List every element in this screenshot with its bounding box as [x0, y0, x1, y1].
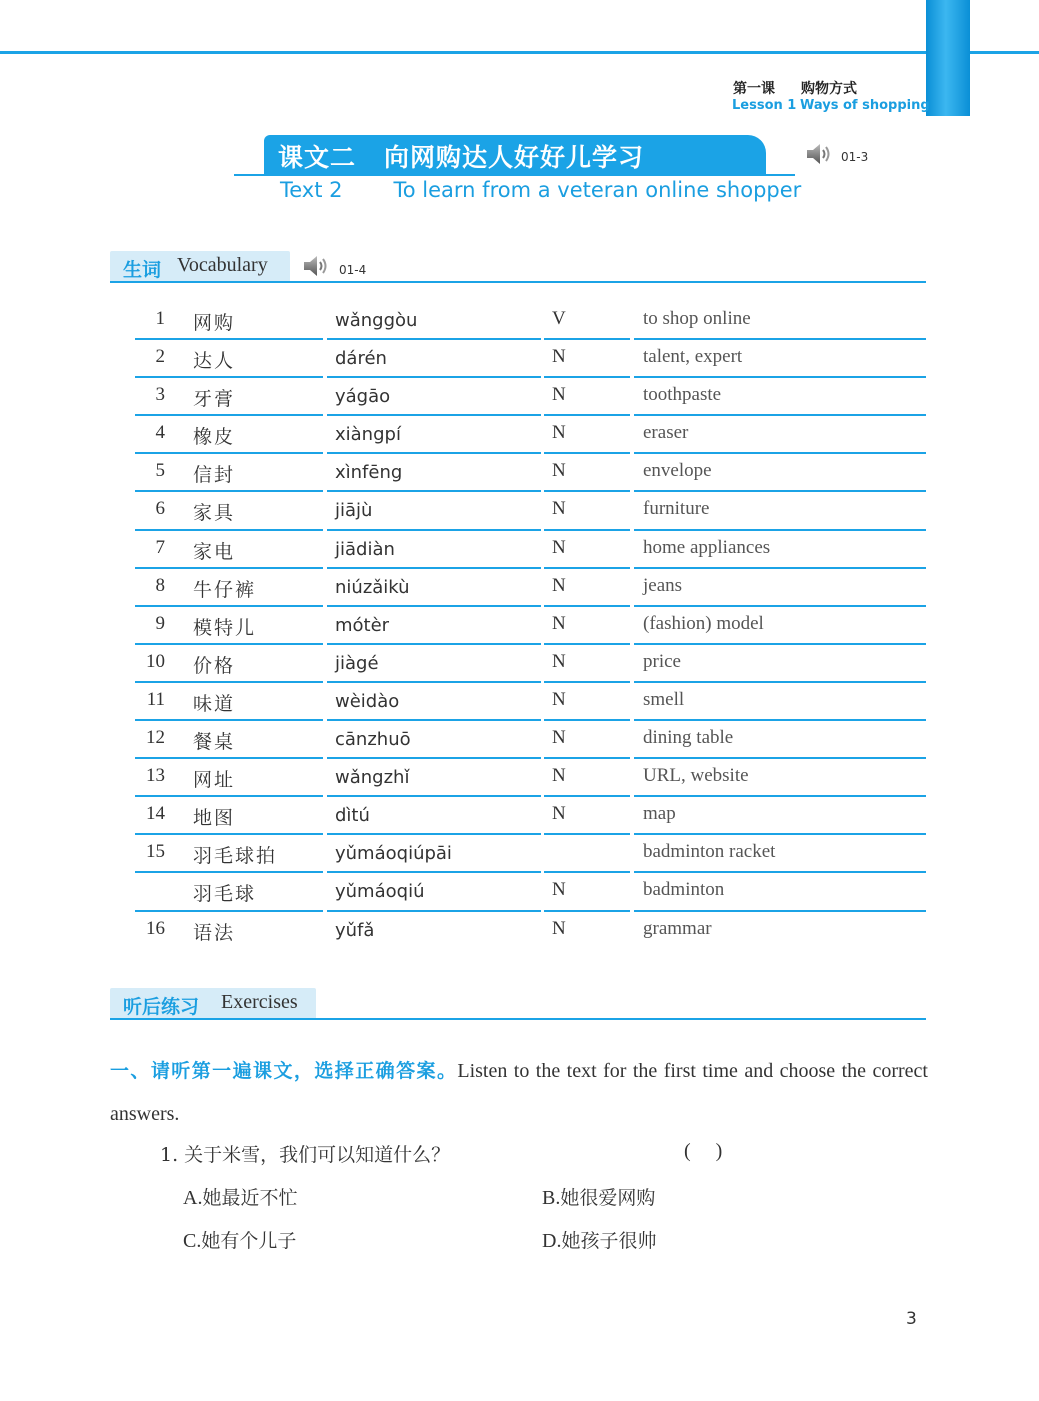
vocabulary-row	[135, 797, 926, 835]
vocab-word: 地图	[193, 807, 236, 830]
vocabulary-row	[135, 759, 926, 797]
vocab-pinyin: jiàgé	[335, 652, 379, 674]
vocab-meaning: eraser	[643, 422, 689, 444]
vocab-word: 语法	[193, 921, 236, 944]
text-label-cn: 课文二	[278, 143, 357, 172]
vocabulary-row	[135, 607, 926, 645]
exercise-instruction	[110, 1050, 928, 1136]
vocab-meaning: URL, website	[643, 765, 749, 787]
vocab-pinyin: yágāo	[335, 386, 391, 408]
vocab-word: 信封	[193, 464, 236, 487]
vocab-pinyin: yǔmáoqiú	[335, 881, 425, 903]
vocab-part-of-speech: N	[552, 536, 566, 558]
vocab-number: 13	[146, 765, 165, 787]
vocab-number: 15	[146, 841, 165, 863]
vocab-part-of-speech: N	[552, 917, 566, 939]
vocabulary-row	[135, 645, 926, 683]
option-text: 她孩子很帅	[561, 1230, 657, 1252]
vocab-part-of-speech: N	[552, 879, 566, 901]
vocab-meaning: to shop online	[643, 308, 751, 329]
text-title-en	[280, 178, 801, 202]
vocab-meaning: furniture	[643, 498, 710, 520]
vocab-word: 家具	[193, 502, 236, 525]
vocabulary-rule	[110, 281, 926, 283]
vocab-word: 羽毛球	[193, 883, 257, 906]
option-text: 她很爱网购	[560, 1187, 656, 1209]
vocab-word: 达人	[193, 350, 236, 373]
vocab-part-of-speech: N	[552, 765, 566, 787]
instruction-cn: 一、请听第一遍课文，选择正确答案。	[110, 1060, 458, 1082]
vocab-number: 2	[155, 346, 165, 368]
vocabulary-row	[135, 721, 926, 759]
vocab-meaning: envelope	[643, 460, 712, 482]
vocabulary-row	[135, 569, 926, 607]
vocab-meaning: dining table	[643, 727, 734, 749]
vocab-part-of-speech: N	[552, 460, 566, 482]
vocabulary-heading-en: Vocabulary	[177, 254, 268, 276]
vocab-pinyin: cānzhuō	[335, 729, 411, 751]
vocab-word: 牙膏	[193, 388, 236, 411]
vocab-number: 5	[155, 460, 165, 482]
exercises-heading-en: Exercises	[221, 991, 298, 1013]
option-text: 她最近不忙	[202, 1187, 298, 1209]
option-label: C.	[183, 1230, 202, 1252]
vocab-meaning: jeans	[643, 574, 683, 596]
vocab-meaning: talent, expert	[643, 346, 743, 368]
vocab-pinyin: wèidào	[335, 690, 400, 712]
vocab-meaning: badminton	[643, 879, 725, 901]
vocab-part-of-speech: N	[552, 346, 566, 368]
lesson-topic-cn: 购物方式	[801, 81, 857, 97]
vocab-word: 模特儿	[193, 616, 257, 639]
text-label-en: Text 2	[280, 178, 343, 202]
vocab-part-of-speech: N	[552, 498, 566, 520]
exercises-rule	[110, 1018, 926, 1020]
text-name-cn: 向网购达人好好儿学习	[384, 143, 645, 172]
vocab-pinyin: mótèr	[335, 614, 390, 636]
vocab-part-of-speech: N	[552, 384, 566, 406]
vocab-pinyin: yǔmáoqiúpāi	[335, 843, 452, 865]
vocab-meaning: badminton racket	[643, 841, 776, 863]
vocab-pinyin: xiàngpí	[335, 424, 401, 446]
vocab-word: 味道	[193, 692, 236, 715]
vocab-meaning: price	[643, 650, 681, 672]
vocab-number: 11	[146, 688, 165, 710]
vocab-word: 牛仔裤	[193, 578, 257, 601]
vocab-pinyin: jiādiàn	[335, 538, 395, 560]
vocab-part-of-speech: N	[552, 803, 566, 825]
vocabulary-heading-cn: 生词	[123, 259, 162, 281]
title-underline	[234, 174, 795, 176]
vocab-word: 价格	[193, 654, 236, 677]
vocab-number: 1	[155, 308, 165, 329]
vocabulary-table	[135, 302, 926, 950]
audio-track-code: 01-4	[339, 263, 367, 277]
vocab-word: 网址	[193, 769, 236, 792]
exercises-heading-cn: 听后练习	[123, 996, 200, 1018]
vocab-part-of-speech: N	[552, 727, 566, 749]
vocab-number: 4	[155, 422, 165, 444]
lesson-topic-en: Ways of shopping	[800, 98, 930, 113]
vocab-number: 10	[146, 650, 165, 672]
lesson-heading-en	[732, 98, 930, 113]
vocab-part-of-speech: N	[552, 650, 566, 672]
vocab-meaning: grammar	[643, 917, 712, 939]
question-1: 1. 关于米雪，我们可以知道什么？	[160, 1144, 451, 1166]
vocabulary-row	[135, 492, 926, 530]
vocabulary-row	[135, 873, 926, 911]
vocabulary-row	[135, 340, 926, 378]
vocabulary-row	[135, 454, 926, 492]
vocab-pinyin: dìtú	[335, 805, 370, 827]
audio-track-code: 01-3	[841, 150, 869, 164]
vocab-pinyin: jiājù	[335, 500, 373, 522]
option-d[interactable]	[542, 1226, 656, 1253]
option-label: B.	[542, 1187, 561, 1209]
vocab-meaning: (fashion) model	[643, 612, 764, 634]
vocab-number: 16	[146, 917, 165, 939]
vocabulary-row	[135, 531, 926, 569]
vocab-part-of-speech: N	[552, 612, 566, 634]
vocab-word: 家电	[193, 540, 236, 563]
vocab-word: 餐桌	[193, 731, 236, 754]
vocab-number: 6	[155, 498, 165, 520]
option-label: D.	[542, 1230, 562, 1252]
vocab-number: 14	[146, 803, 165, 825]
option-c[interactable]	[183, 1226, 296, 1253]
vocab-part-of-speech: V	[552, 308, 566, 329]
vocabulary-row	[135, 302, 926, 340]
vocab-pinyin: yǔfǎ	[335, 919, 375, 941]
vocab-meaning: home appliances	[643, 536, 771, 558]
vocab-part-of-speech: N	[552, 574, 566, 596]
vocabulary-row	[135, 683, 926, 721]
vocab-pinyin: dárén	[335, 348, 387, 370]
text-title-cn	[278, 138, 644, 174]
option-label: A.	[183, 1187, 203, 1209]
option-b[interactable]	[542, 1183, 655, 1210]
speaker-icon[interactable]	[302, 255, 332, 281]
vocab-number: 9	[155, 612, 165, 634]
page-number: 3	[906, 1309, 917, 1329]
speaker-icon[interactable]	[805, 143, 835, 169]
vocabulary-row	[135, 416, 926, 454]
vocab-pinyin: xìnfēng	[335, 462, 403, 484]
vocab-meaning: map	[643, 803, 676, 825]
instruction-en: Listen to the text for the first time and choose the correct answers.	[110, 1060, 928, 1125]
vocab-number: 8	[155, 574, 165, 596]
vocab-part-of-speech: N	[552, 422, 566, 444]
vocab-meaning: toothpaste	[643, 384, 722, 406]
vocab-word: 橡皮	[193, 426, 236, 449]
option-text: 她有个儿子	[201, 1230, 297, 1252]
vocab-pinyin: niúzǎikù	[335, 576, 410, 598]
lesson-heading-cn	[733, 78, 857, 98]
vocab-number: 12	[146, 727, 165, 749]
answer-blank[interactable]: ( )	[684, 1140, 723, 1162]
text-name-en: To learn from a veteran online shopper	[393, 178, 802, 202]
vocab-number: 3	[155, 384, 165, 406]
vocabulary-row	[135, 378, 926, 416]
vocab-pinyin: wǎngzhǐ	[335, 767, 410, 789]
vocab-number: 7	[155, 536, 165, 558]
vocab-part-of-speech: N	[552, 688, 566, 710]
vocabulary-row	[135, 835, 926, 873]
vocab-meaning: smell	[643, 688, 685, 710]
chapter-corner-tab	[926, 0, 970, 116]
header-rule	[0, 51, 1039, 54]
lesson-number-en: Lesson 1	[732, 98, 797, 113]
vocab-word: 羽毛球拍	[193, 845, 278, 868]
vocabulary-row	[135, 912, 926, 950]
vocab-pinyin: wǎnggòu	[335, 310, 418, 331]
vocab-word: 网购	[193, 312, 236, 334]
option-a[interactable]	[183, 1183, 297, 1210]
lesson-number-cn: 第一课	[733, 81, 775, 97]
